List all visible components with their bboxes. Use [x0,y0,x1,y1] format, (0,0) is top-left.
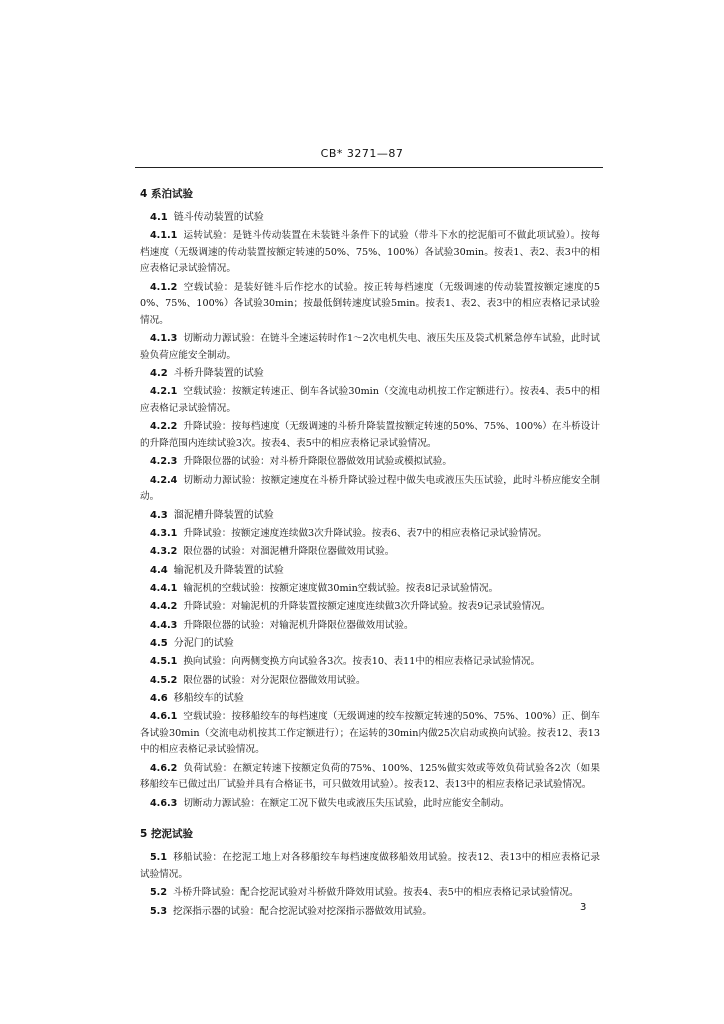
clause-text: 移船绞车的试验 [173,693,244,704]
clause-heading [140,210,600,226]
clause-text: 斗桥升降试验：配合挖泥试验对斗桥做升降效用试验。按表4、表5中的相应表格记录试验情况。 [173,887,579,898]
clause-text: 限位器的试验：对溜泥槽升降限位器做效用试验。 [183,546,395,557]
clause-paragraph [140,280,600,330]
clause-number: 4.6.2 [150,762,178,774]
clause-text: 限位器的试验：对分泥限位器做效用试验。 [183,674,366,686]
clause-text: 切断动力源试验：按额定速度在斗桥升降试验过程中做失电或液压失压试验，此时斗桥应能安全制动。 [140,474,600,502]
clause-number: 5.3 [150,905,167,917]
clause-paragraph [140,599,600,616]
clause-text: 升降限位器的试验：对输泥机升降限位器做效用试验。 [183,619,414,631]
clause-paragraph [140,419,600,452]
clause-paragraph [140,581,600,598]
clause-number: 4.2.2 [150,421,178,432]
clause-number: 4.1 [150,212,168,223]
clause-text: 溜泥槽升降装置的试验 [173,509,274,521]
clause-text: 升降限位器的试验：对斗桥升降限位器做效用试验或模拟试验。 [183,456,452,467]
standard-code: CB* 3271—87 [320,147,404,160]
clause-text: 空载试验：按额定转速正、倒车各试验30min（交流电动机按工作定额进行）。按表4、表5中的相应表格记录试验情况。 [140,386,600,414]
clause-number: 4.4 [150,564,168,576]
clause-text: 输泥机及升降装置的试验 [173,564,284,576]
clause-paragraph [140,544,600,561]
clause-text: 切断动力源试验：在额定工况下做失电或液压失压试验，此时应能安全制动。 [183,797,510,809]
clause-number: 5.2 [150,887,167,898]
clause-number: 4.5.1 [150,656,178,667]
clause-text: 移船试验：在挖泥工地上对各移船绞车每档速度做移船效用试验。按表12、表13中的相应表格记录试验情况。 [140,852,600,880]
clause-text: 输泥机的空载试验：按额定速度做30min空载试验。按表8记录试验情况。 [183,582,499,594]
clause-number: 4.2.1 [150,386,178,397]
clause-number: 4.2.4 [150,474,178,486]
page-number: 3 [580,902,587,913]
clause-text: 换向试验：向两侧变换方向试验各3次。按表10、表11中的相应表格记录试验情况。 [183,656,541,667]
clause-paragraph [140,228,600,278]
clause-heading [140,508,600,524]
clause-heading [140,366,600,382]
clause-number: 4.2 [150,368,168,379]
clause-number: 4.3.1 [150,527,178,539]
clause-text: 运转试验：是链斗传动装置在未装链斗条件下的试验（带斗下水的挖泥船可不做此项试验）。按每档速度（无级调速的传动装置按额定转速的50%、75%、100%）各试验30min。按表1、表2、表3中的相应表格记录试验情况。 [140,230,600,274]
clause-paragraph [140,454,600,471]
clause-paragraph [140,904,600,921]
document-body [140,186,600,922]
clause-text: 分泥门的试验 [173,638,234,649]
clause-text: 空载试验：是装好链斗后作挖水的试验。按正转每档速度（无级调速的传动装置按额定速度的50%、75%、100%）各试验30min；按最低倒转速度试验5min。按表1、表2、表3中的相应表格记录试验情况。 [140,281,600,326]
clause-number: 4.1.2 [150,281,178,293]
clause-paragraph [140,709,600,759]
clause-text: 负荷试验：在额定转速下按额定负荷的75%、100%、125%做实效或等效负荷试验各2次（如果移船绞车已做过出厂试验并具有合格证书，可只做效用试验）。按表12、表13中的相应表格记录试验情况。 [140,762,600,790]
clause-text: 斗桥升降装置的试验 [173,368,264,379]
clause-number: 4.6 [150,693,168,704]
clause-number: 4.3.2 [150,546,178,557]
clause-paragraph [140,654,600,671]
clause-paragraph [140,473,600,506]
clause-heading [140,691,600,707]
clause-paragraph [140,384,600,417]
clause-text: 空载试验：按移船绞车的每档速度（无级调速的绞车按额定转速的50%、75%、100%）正、倒车各试验30min（交流电动机按其工作定额进行）；在运转的30min内做25次启动或换向试验。按表12、表13中的相应表格记录试验情况。 [140,711,600,755]
clause-text: 链斗传动装置的试验 [173,212,264,223]
clause-text: 升降试验：对输泥机的升降装置按额定速度连续做3次升降试验。按表9记录试验情况。 [183,601,551,612]
clause-text: 升降试验：按每档速度（无级调速的斗桥升降装置按额定转速的50%、75%、100%）在斗桥设计的升降范围内连续试验3次。按表4、表5中的相应表格记录试验情况。 [140,421,600,449]
clause-number: 4.4.3 [150,619,178,631]
clause-number: 4.4.2 [150,601,178,612]
clause-number: 4.1.3 [150,333,178,344]
clause-paragraph [140,796,600,813]
clause-number: 4.6.3 [150,797,178,809]
clause-paragraph [140,761,600,794]
clause-heading [140,636,600,652]
clause-paragraph [140,673,600,690]
clause-number: 4.1.1 [150,230,178,241]
clause-number: 4.3 [150,509,168,521]
clause-number: 5.1 [150,852,167,863]
clause-text: 挖深指示器的试验：配合挖泥试验对挖深指示器做效用试验。 [173,905,433,917]
clause-number: 4.2.3 [150,456,178,467]
clause-text: 切断动力源试验：在链斗全速运转时作1～2次电机失电、液压失压及袋式机紧急停车试验，此时试验负荷应能安全制动。 [140,333,600,361]
clause-number: 4.5 [150,638,168,649]
clause-number: 4.4.1 [150,582,178,594]
clause-text: 升降试验：按额定速度连续做3次升降试验。按表6、表7中的相应表格记录试验情况。 [183,527,548,539]
clause-number: 4.6.1 [150,711,178,722]
clause-paragraph [140,331,600,364]
clause-paragraph [140,885,600,902]
clause-paragraph [140,850,600,883]
clause-number: 4.5.2 [150,674,178,686]
header-divider [135,167,603,168]
section-title: 5 挖泥试验 [140,828,193,840]
section-title: 4 系泊试验 [140,188,193,200]
clause-paragraph [140,618,600,635]
clause-heading [140,563,600,579]
clause-paragraph [140,526,600,543]
